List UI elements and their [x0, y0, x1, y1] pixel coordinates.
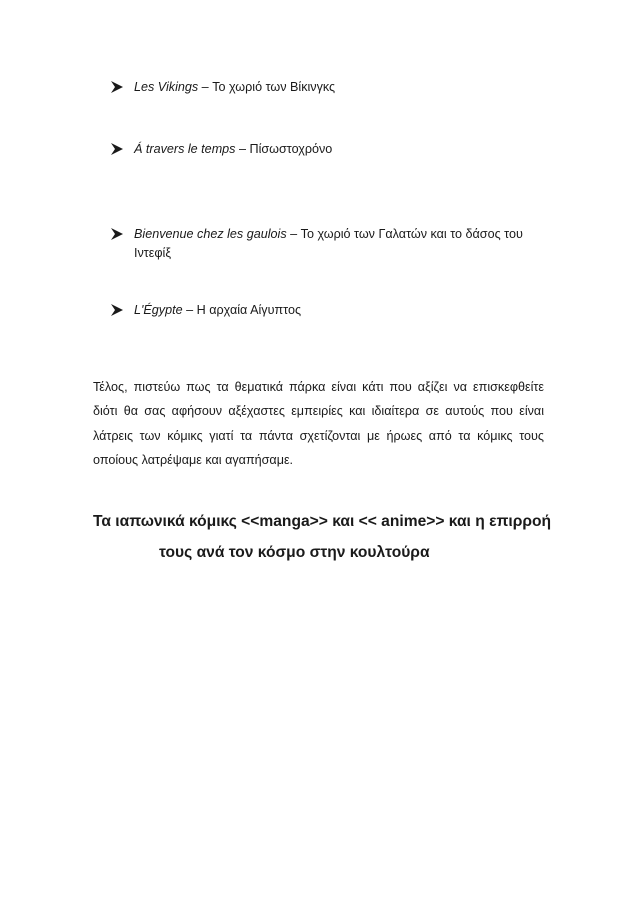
bullet-separator: –: [235, 142, 250, 156]
bullet-separator: –: [198, 80, 213, 94]
section-heading-line-2: τους ανά τον κόσμο στην κουλτούρα: [159, 544, 430, 561]
bullet-description: Το χωριό των Βίκινγκς: [212, 80, 336, 94]
bullet-item-bienvenue-chez-les-gaulois: [110, 225, 540, 263]
bullet-description: Η αρχαία Αίγυπτος: [196, 303, 302, 317]
bullet-title: Les Vikings: [134, 80, 199, 94]
arrowhead-bullet-icon: [110, 142, 124, 156]
arrowhead-bullet-icon: [110, 303, 124, 317]
section-heading-line-1: Τα ιαπωνικά κόμικς <<manga>> και << anime>> και η επιρροή: [93, 513, 552, 530]
bullet-description: Το χωριό των Γαλατών και το δάσος του Ιντεφίξ: [134, 227, 523, 260]
arrowhead-bullet-icon: [110, 227, 124, 241]
bullet-description: Πίσωστοχρόνο: [249, 142, 333, 156]
closing-paragraph: Τέλος, πιστεύω πως τα θεματικά πάρκα είναι κάτι που αξίζει να επισκεφθείτε διότι θα σας αφήσουν αξέχαστες εμπειρίες και ιδιαίτερα σε αυτούς που είναι λάτρεις των κόμικς γιατί τα πάντα σχετίζονται με ήρωες από τα κόμικς τους οποίους λατρέψαμε και αγαπήσαμε.: [93, 380, 544, 467]
bullet-item-legypte: [110, 301, 540, 320]
bullet-separator: –: [286, 227, 301, 241]
bullet-item-vikings: [110, 78, 540, 97]
bullet-title: Bienvenue chez les gaulois: [134, 227, 287, 241]
arrowhead-bullet-icon: [110, 80, 124, 94]
bullet-title: Á travers le temps: [134, 142, 236, 156]
bullet-title: L'Égypte: [134, 303, 183, 317]
bullet-separator: –: [182, 303, 197, 317]
bullet-item-a-travers-le-temps: [110, 140, 540, 159]
